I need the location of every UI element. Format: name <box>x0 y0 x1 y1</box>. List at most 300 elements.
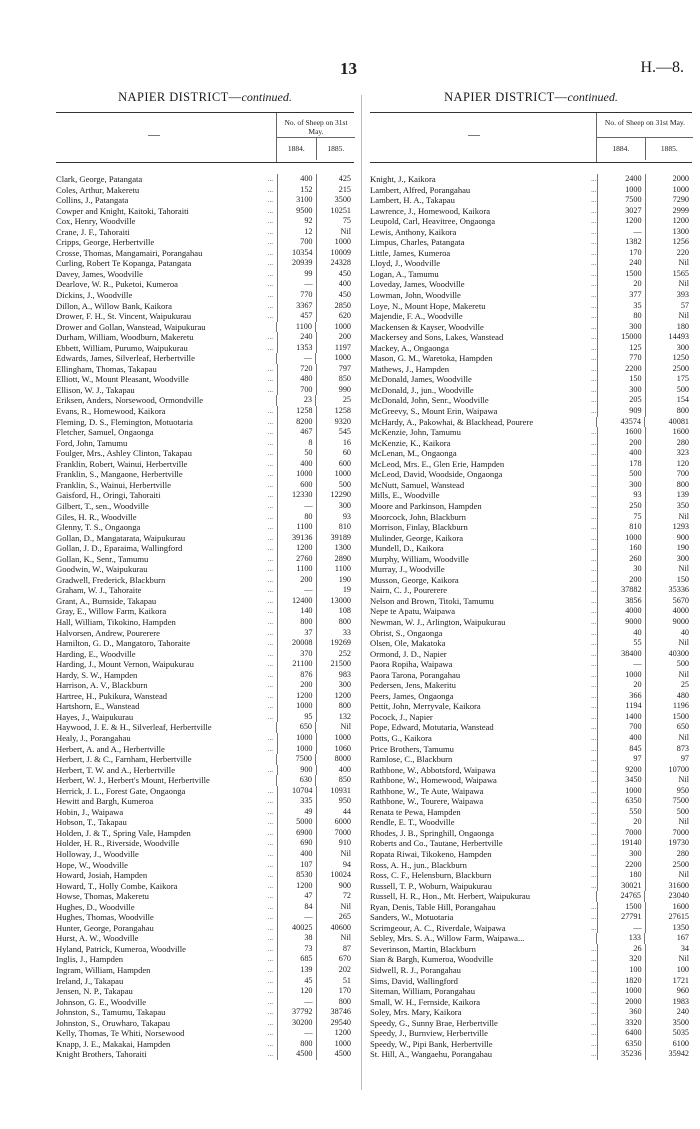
table-header <box>370 112 692 163</box>
sheep-1884: 40 <box>597 628 644 639</box>
left-table <box>56 90 354 1060</box>
leader-dots: ... <box>591 923 597 932</box>
table-row <box>56 258 354 269</box>
sheep-1884: 2200 <box>597 364 644 375</box>
table-row <box>56 448 354 459</box>
owner-name: Ormond, J. D., Napier <box>370 648 447 659</box>
table-row <box>56 290 354 301</box>
sheep-1884: 810 <box>597 522 644 533</box>
owner-name: Small, W. H., Fernside, Kaikora <box>370 996 481 1007</box>
leader-dots: ... <box>267 913 274 922</box>
owner-name: Murray, J., Woodville <box>370 564 445 575</box>
owner-name: Howard, Josiah, Hampden <box>56 870 148 881</box>
sheep-1884: 3027 <box>597 206 644 217</box>
sheep-1884: 1000 <box>597 185 644 196</box>
sheep-1885: 154 <box>645 395 692 406</box>
sheep-1884: 80 <box>597 311 644 322</box>
sheep-1885: 97 <box>645 754 692 765</box>
sheep-1885: 13000 <box>316 596 354 607</box>
owner-name: Franklin, S., Wainui, Herbertville <box>56 479 171 490</box>
leader-dots: ... <box>267 923 274 932</box>
owner-name: Pocock, J., Napier <box>370 711 433 722</box>
sheep-1884: 5000 <box>277 817 315 828</box>
leader-dots: ... <box>267 185 274 194</box>
leader-dots: ... <box>267 944 274 953</box>
leader-dots: ... <box>267 892 274 901</box>
owner-name: Mackey, A., Ongaonga <box>370 342 449 353</box>
table-row <box>370 733 692 744</box>
sheep-1884: 12330 <box>277 490 315 501</box>
table-row <box>56 965 354 976</box>
owner-name: Herbert, W. J., Herbert's Mount, Herbertville <box>56 775 210 786</box>
owner-name: Cripps, George, Herbertville <box>56 237 155 248</box>
table-row <box>56 353 354 364</box>
table-row <box>370 817 692 828</box>
sheep-1885: 1000 <box>316 237 354 248</box>
owner-name: Rathbone, W., Te Aute, Waipawa <box>370 785 484 796</box>
table-row <box>56 490 354 501</box>
owner-name: Peers, James, Ongaonga <box>370 690 454 701</box>
table-row <box>370 691 692 702</box>
sheep-1885: 93 <box>316 512 354 523</box>
owner-name: Hartree, H., Pukikura, Wanstead <box>56 690 168 701</box>
sheep-1884: 1000 <box>597 670 644 681</box>
leader-dots: ... <box>591 860 597 869</box>
sheep-1885: 39189 <box>316 533 354 544</box>
owner-name: Lewis, Anthony, Kaikora <box>370 226 457 237</box>
owner-name: Dillon, A., Willow Bank, Kaikora <box>56 300 172 311</box>
owner-name: Speedy, G., Sunny Brae, Herbertville <box>370 1017 498 1028</box>
table-row <box>56 427 354 438</box>
sheep-1885: 108 <box>316 606 354 617</box>
sheep-1885: 950 <box>645 786 692 797</box>
sheep-1884: 99 <box>277 269 315 280</box>
table-row <box>56 1018 354 1029</box>
sheep-1885: Nil <box>645 638 692 649</box>
sheep-1884: 9200 <box>597 765 644 776</box>
table-row <box>56 438 354 449</box>
sheep-1885: 180 <box>645 322 692 333</box>
sheep-1884: 1500 <box>597 902 644 913</box>
sheep-1885: 910 <box>316 838 354 849</box>
sheep-1885: 300 <box>645 554 692 565</box>
leader-dots: ... <box>591 206 597 215</box>
owner-name: Severinson, Martin, Blackburn <box>370 943 476 954</box>
table-row <box>370 585 692 596</box>
sheep-1885: 175 <box>645 374 692 385</box>
table-row <box>56 343 354 354</box>
owner-name: Sian & Bargh, Kumeroa, Woodville <box>370 954 494 965</box>
sheep-1884: 3450 <box>597 775 644 786</box>
owner-name: Loye, N., Mount Hope, Makeretu <box>370 300 486 311</box>
table-row <box>370 1028 692 1039</box>
leader-dots: ... <box>591 301 597 310</box>
leader-dots: ... <box>267 196 274 205</box>
table-row <box>370 248 692 259</box>
sheep-1884: 21100 <box>277 659 315 670</box>
sheep-1885: 1060 <box>316 744 354 755</box>
table-row <box>370 258 692 269</box>
table-row <box>56 649 354 660</box>
owner-name: Nairn, C. J., Pourerere <box>370 585 448 596</box>
sheep-1885: 983 <box>316 670 354 681</box>
owner-name: Limpus, Charles, Patangata <box>370 237 465 248</box>
sheep-1885: 27615 <box>645 912 692 923</box>
sheep-1884: 467 <box>277 427 315 438</box>
owner-name: Harding, E., Woodville <box>56 648 136 659</box>
sheep-1884: 690 <box>277 838 315 849</box>
leader-dots: ... <box>267 1050 274 1059</box>
sheep-1885: 545 <box>316 427 354 438</box>
sheep-1885: 25 <box>645 680 692 691</box>
sheep-1884: 92 <box>277 216 315 227</box>
table-row <box>370 933 692 944</box>
table-row <box>370 722 692 733</box>
table-row <box>370 997 692 1008</box>
owner-name: Olsen, Ole, Makatoka <box>370 638 446 649</box>
sheep-1884: 6350 <box>597 796 644 807</box>
sheep-1885: 300 <box>316 680 354 691</box>
sheep-1884: 400 <box>597 448 644 459</box>
table-row <box>56 680 354 691</box>
table-row <box>370 1049 692 1060</box>
owner-name: Collins, J., Patangata <box>56 195 129 206</box>
owner-name: Harding, J., Mount Vernon, Waipukurau <box>56 659 194 670</box>
table-row <box>56 585 354 596</box>
leader-dots: ... <box>591 407 597 416</box>
table-row <box>56 817 354 828</box>
sheep-1885: 1500 <box>645 712 692 723</box>
sheep-1884: 97 <box>597 754 644 765</box>
owner-name: McLenan, M., Ongaonga <box>370 448 457 459</box>
leader-dots: ... <box>591 628 597 637</box>
owner-name: Mackersey and Sons, Lakes, Wanstead <box>370 332 504 343</box>
table-row <box>370 332 692 343</box>
table-row <box>370 1039 692 1050</box>
sheep-1885: 873 <box>645 744 692 755</box>
table-row <box>56 395 354 406</box>
table-row <box>370 596 692 607</box>
sheep-1884: 1000 <box>277 701 315 712</box>
leader-dots: ... <box>591 997 597 1006</box>
table-row <box>370 891 692 902</box>
table-row <box>370 343 692 354</box>
sheep-1885: 240 <box>645 1007 692 1018</box>
owner-name: Russell, T. P., Woburn, Waipukurau <box>370 880 492 891</box>
leader-dots: ... <box>591 512 597 521</box>
sheep-1885: Nil <box>316 227 354 238</box>
table-row <box>370 870 692 881</box>
table-title <box>370 90 692 108</box>
sheep-1885: 800 <box>316 701 354 712</box>
owner-name: Hobson, T., Takapau <box>56 817 127 828</box>
leader-dots: ... <box>267 512 274 521</box>
sheep-1885: 132 <box>316 712 354 723</box>
owner-name: Renata te Pewa, Hampden <box>370 806 461 817</box>
owner-name: Healy, J., Porangahau <box>56 732 131 743</box>
leader-dots: ... <box>591 544 597 553</box>
sheep-1885: 1197 <box>316 343 354 354</box>
sheep-1884: 1100 <box>277 522 315 533</box>
sheep-1885: 400 <box>316 279 354 290</box>
owner-name: Moore and Parkinson, Hampden <box>370 500 482 511</box>
leader-dots: ... <box>267 639 274 648</box>
owner-name: Herbert, T. W. and A., Herbertville <box>56 764 176 775</box>
sheep-1884: 80 <box>277 512 315 523</box>
leader-dots: ... <box>591 765 597 774</box>
leader-dots: ... <box>591 881 597 890</box>
sheep-1884: 93 <box>597 490 644 501</box>
sheep-1884: 160 <box>597 543 644 554</box>
leader-dots: ... <box>591 175 597 183</box>
table-row <box>56 659 354 670</box>
sheep-1884: 6900 <box>277 828 315 839</box>
sheep-1885: 500 <box>645 659 692 670</box>
sheep-1885: 1721 <box>645 976 692 987</box>
sheep-1885: Nil <box>316 902 354 913</box>
table-row <box>370 417 692 428</box>
owner-name: Speedy, J., Burnview, Herbertville <box>370 1028 488 1039</box>
owner-name: Howard, T., Holly Combe, Kaikora <box>56 880 178 891</box>
owner-name: McNutt, Samuel, Wanstead <box>370 479 465 490</box>
owner-name: Herbert, J. & C., Farnham, Herbertville <box>56 754 192 765</box>
owner-name: Soley, Mrs. Mary, Kaikora <box>370 1007 462 1018</box>
sheep-1884: 366 <box>597 691 644 702</box>
table-row <box>56 195 354 206</box>
leader-dots: ... <box>591 702 597 711</box>
sheep-1884: 6400 <box>597 1028 644 1039</box>
sheep-1884: 1200 <box>277 543 315 554</box>
table-row <box>370 575 692 586</box>
table-row <box>56 701 354 712</box>
sheep-1884: 7000 <box>597 828 644 839</box>
owner-name: Rathbone, W., Homewood, Waipawa <box>370 775 497 786</box>
leader-dots: ... <box>267 428 274 437</box>
owner-name: Mundell, D., Kaikora <box>370 543 444 554</box>
owner-name: Durham, William, Woodburn, Makeretu <box>56 332 194 343</box>
table-row <box>56 564 354 575</box>
table-row <box>370 838 692 849</box>
table-row <box>56 406 354 417</box>
sheep-1885: Nil <box>645 258 692 269</box>
sheep-1884: 100 <box>597 965 644 976</box>
table-row <box>370 786 692 797</box>
sheep-1884: — <box>276 353 315 364</box>
owner-name: Nelson and Brown, Titoki, Tamumu <box>370 595 494 606</box>
sheep-1884: 300 <box>597 480 644 491</box>
table-row <box>56 501 354 512</box>
sheep-1885: 2999 <box>645 206 692 217</box>
table-row <box>56 954 354 965</box>
sheep-1884: 700 <box>597 722 644 733</box>
table-row <box>370 480 692 491</box>
leader-dots: ... <box>267 280 274 289</box>
owner-name: Franklin, Robert, Wainui, Herbertville <box>56 458 188 469</box>
leader-dots: ... <box>591 333 597 342</box>
sheep-1884: 3856 <box>597 596 644 607</box>
owner-name: Ellison, W. J., Takapau <box>56 384 135 395</box>
owner-name: Davey, James, Woodville <box>56 268 143 279</box>
year-1884-header: 1884. <box>287 144 305 153</box>
table-row <box>56 279 354 290</box>
sheep-1884: 9000 <box>597 617 644 628</box>
table-row <box>370 353 692 364</box>
leader-dots: ... <box>591 470 597 479</box>
leader-dots: ... <box>591 533 597 542</box>
table-row <box>370 976 692 987</box>
sheep-1884: 1000 <box>597 786 644 797</box>
table-row <box>56 1007 354 1018</box>
leader-dots: ... <box>267 217 274 226</box>
table-row <box>370 701 692 712</box>
leader-dots: ... <box>591 828 597 837</box>
leader-dots: ... <box>267 586 274 595</box>
sheep-1884: — <box>597 659 644 670</box>
title-text: NAPIER DISTRICT— <box>444 90 568 104</box>
leader-dots: ... <box>591 491 597 500</box>
table-row <box>370 649 692 660</box>
sheep-1884: 250 <box>597 501 644 512</box>
table-row <box>370 385 692 396</box>
owner-name: Rathbone, W., Abbotsford, Waipawa <box>370 764 496 775</box>
sheep-1884: 2000 <box>597 997 644 1008</box>
sheep-1885: 950 <box>316 796 354 807</box>
owner-name: Holloway, J., Woodville <box>56 849 139 859</box>
sheep-1884: 500 <box>597 469 644 480</box>
table-row <box>370 617 692 628</box>
table-row <box>370 512 692 523</box>
owner-name: Hughes, Thomas, Woodville <box>56 912 154 923</box>
leader-dots: ... <box>267 976 274 985</box>
leader-dots: ... <box>267 1039 274 1048</box>
owner-name: Johnston, S., Oruwharo, Takapau <box>56 1017 171 1028</box>
table-row <box>56 206 354 217</box>
table-row <box>56 754 354 765</box>
owner-name: Siteman, William, Porangahau <box>370 986 475 997</box>
owner-name: Clark, George, Patangata <box>56 174 143 184</box>
sheep-1885: 200 <box>316 332 354 343</box>
table-row <box>56 807 354 818</box>
table-row <box>56 322 354 333</box>
table-row <box>370 301 692 312</box>
table-body <box>370 174 692 1060</box>
table-row <box>56 744 354 755</box>
table-body <box>56 174 354 1060</box>
table-row <box>370 406 692 417</box>
table-row <box>370 1007 692 1018</box>
sheep-1884: 630 <box>276 775 315 786</box>
sheep-1884: 550 <box>597 807 644 818</box>
sheep-1885: 1983 <box>645 997 692 1008</box>
leader-dots: ... <box>267 765 274 774</box>
sheep-1885: 1350 <box>645 923 692 934</box>
sheep-1884: 3100 <box>277 195 315 206</box>
sheep-1884: 139 <box>277 965 315 976</box>
table-row <box>370 775 692 786</box>
leader-dots: ... <box>267 575 274 584</box>
sheep-1884: 170 <box>597 248 644 259</box>
owner-name: Obrist, S., Ongaonga <box>370 627 443 638</box>
table-row <box>370 606 692 617</box>
sheep-1885: 139 <box>645 490 692 501</box>
table-row <box>370 469 692 480</box>
title-continued: continued. <box>567 90 618 104</box>
sheep-1885: 323 <box>645 448 692 459</box>
leader-dots: ... <box>591 586 597 595</box>
leader-dots: ... <box>267 807 274 816</box>
sheep-1885: 14493 <box>645 332 692 343</box>
sheep-1884: 49 <box>277 807 315 818</box>
owner-name: Mason, G. M., Waretoka, Hampden <box>370 353 493 364</box>
sheep-1885: 9000 <box>645 617 692 628</box>
leader-dots: ... <box>591 755 597 764</box>
sheep-1884: 335 <box>277 796 315 807</box>
sheep-1885: 300 <box>645 343 692 354</box>
owner-name: Sims, David, Wallingford <box>370 975 458 986</box>
sheep-1884: 1200 <box>597 216 644 227</box>
sheep-1885: 1000 <box>316 733 354 744</box>
owner-name: Graham, W. J., Tahoraite <box>56 585 142 596</box>
sheep-1885: 850 <box>316 374 354 385</box>
leader-dots: ... <box>267 733 274 742</box>
leader-dots: ... <box>591 670 597 679</box>
leader-dots: ... <box>591 291 597 300</box>
owner-name: Grant, A., Burnside, Takapau <box>56 595 157 606</box>
table-row <box>56 849 354 860</box>
owner-name: Hardy, S. W., Hampden <box>56 669 138 680</box>
leader-dots: ... <box>591 385 597 394</box>
owner-name: Edwards, James, Silverleaf, Herbertville <box>56 353 195 364</box>
sheep-1884: 1200 <box>277 691 315 702</box>
sheep-1885: Nil <box>316 933 354 944</box>
leader-dots: ... <box>267 544 274 553</box>
sheep-1884: 1100 <box>276 322 315 333</box>
sheep-1884: 370 <box>277 649 315 660</box>
sheep-1885: Nil <box>645 954 692 965</box>
table-row <box>370 206 692 217</box>
owner-name: Hurst, A. W., Woodville <box>56 933 139 944</box>
table-row <box>370 364 692 375</box>
sheep-1884: 10704 <box>277 786 315 797</box>
table-row <box>56 248 354 259</box>
owner-name: Dearlove, W. R., Puketoi, Kumeroa <box>56 279 178 290</box>
sheep-1884: 24765 <box>596 891 644 902</box>
leader-dots: ... <box>267 491 274 500</box>
sheep-1885: 202 <box>316 965 354 976</box>
sheep-1884: — <box>597 923 644 934</box>
sheep-1884: 8530 <box>277 870 315 881</box>
table-row <box>56 596 354 607</box>
leader-dots: ... <box>591 554 597 563</box>
leader-dots: ... <box>267 248 274 257</box>
sheep-1885: 797 <box>316 364 354 375</box>
sheep-1885: Nil <box>645 311 692 322</box>
owner-name: Cowper and Knight, Kaitoki, Tahoraiti <box>56 205 189 216</box>
sheep-1885: 35942 <box>645 1049 692 1060</box>
table-row <box>370 216 692 227</box>
sheep-1885: 24328 <box>316 258 354 269</box>
sheep-1885: 7500 <box>645 796 692 807</box>
table-row <box>56 1028 354 1039</box>
leader-dots: ... <box>591 596 597 605</box>
leader-dots: ... <box>267 860 274 869</box>
sheep-1885: 16 <box>316 438 354 449</box>
owner-name: Rhodes, J. B., Springhill, Ongaonga <box>370 827 494 838</box>
leader-dots: ... <box>267 438 274 447</box>
sheep-1885: 6000 <box>316 817 354 828</box>
owner-name: Hobin, J., Waipawa <box>56 806 124 817</box>
title-continued: continued. <box>241 90 292 104</box>
